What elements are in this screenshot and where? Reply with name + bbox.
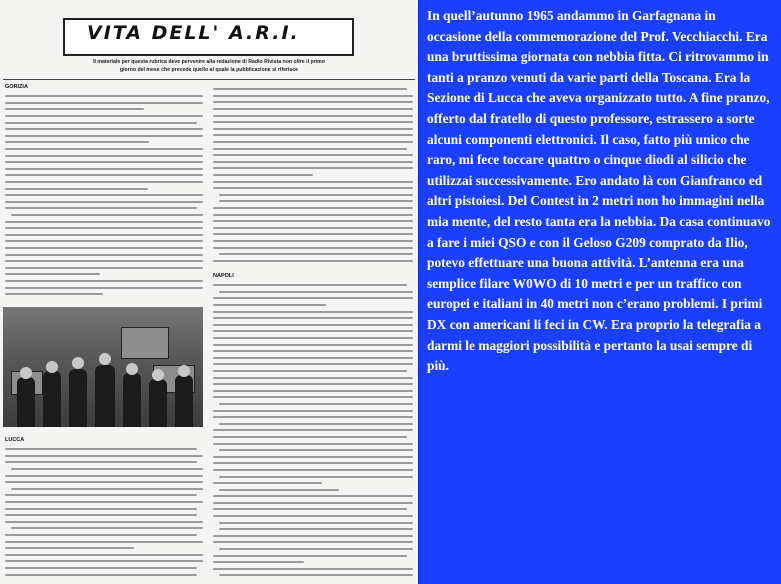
- column-subtitle-line-1: Il materiale per questa rubrica deve pervenire alla redazione di Radio Rivista non oltre il primo: [93, 59, 325, 65]
- scan-text-line: [213, 106, 413, 113]
- scan-text-line: [5, 192, 203, 199]
- scan-text-line: [5, 126, 203, 133]
- scan-text-line: [213, 414, 413, 421]
- scan-text-line: [213, 132, 413, 139]
- article-column-gorizia: [5, 93, 203, 303]
- section-heading-napoli: NAPOLI: [213, 273, 234, 279]
- scan-text-line: [213, 486, 413, 493]
- scan-text-line: [213, 434, 413, 441]
- scan-text-line: [213, 159, 413, 166]
- scan-text-line: [213, 328, 413, 335]
- scan-text-line: [5, 486, 203, 493]
- scan-text-line: [213, 86, 413, 93]
- narrative-panel: [419, 0, 781, 584]
- scan-text-line: [5, 512, 203, 519]
- scan-text-line: [5, 133, 203, 140]
- scan-text-line: [213, 112, 413, 119]
- scan-text-line: [5, 251, 203, 258]
- scan-text-line: [5, 264, 203, 271]
- scan-text-line: [213, 500, 413, 507]
- scan-text-line: [5, 159, 203, 166]
- scan-text-line: [213, 231, 413, 238]
- scan-text-line: [213, 198, 413, 205]
- scan-text-line: [5, 146, 203, 153]
- scan-text-line: [213, 257, 413, 264]
- scan-text-line: [213, 401, 413, 408]
- section-heading-gorizia: GORIZIA: [5, 84, 28, 90]
- scan-text-line: [5, 565, 203, 572]
- scan-text-line: [5, 499, 203, 506]
- scan-text-line: [213, 192, 413, 199]
- scan-text-line: [213, 420, 413, 427]
- group-photo: [3, 307, 203, 427]
- scan-text-line: [213, 224, 413, 231]
- article-column-continued: [213, 86, 413, 268]
- scan-text-line: [213, 126, 413, 133]
- scan-text-line: [213, 244, 413, 251]
- scan-text-line: [213, 480, 413, 487]
- scan-text-line: [213, 315, 413, 322]
- scan-text-line: [213, 99, 413, 106]
- scan-text-line: [213, 302, 413, 309]
- scan-text-line: [213, 374, 413, 381]
- scan-text-line: [213, 447, 413, 454]
- article-column-napoli: [213, 282, 413, 582]
- scan-text-line: [5, 472, 203, 479]
- scan-text-line: [213, 178, 413, 185]
- scan-text-line: [5, 100, 203, 107]
- scan-text-line: [213, 493, 413, 500]
- scan-text-line: [213, 526, 413, 533]
- scan-text-line: [213, 251, 413, 258]
- scan-text-line: [213, 335, 413, 342]
- scan-text-line: [213, 552, 413, 559]
- scan-text-line: [213, 506, 413, 513]
- scan-text-line: [5, 218, 203, 225]
- scan-text-line: [5, 545, 203, 552]
- article-column-lucca: [5, 446, 203, 582]
- scan-text-line: [213, 566, 413, 573]
- scan-text-line: [213, 218, 413, 225]
- scan-text-line: [5, 119, 203, 126]
- scan-text-line: [5, 185, 203, 192]
- scan-text-line: [213, 460, 413, 467]
- scan-text-line: [213, 165, 413, 172]
- scan-text-line: [213, 427, 413, 434]
- scan-text-line: [213, 119, 413, 126]
- scan-text-line: [213, 205, 413, 212]
- scan-text-line: [5, 231, 203, 238]
- scan-text-line: [5, 238, 203, 245]
- scan-text-line: [213, 453, 413, 460]
- scan-text-line: [5, 152, 203, 159]
- scan-text-line: [213, 145, 413, 152]
- scan-text-line: [213, 361, 413, 368]
- scan-text-line: [213, 211, 413, 218]
- scan-text-line: [5, 139, 203, 146]
- scan-text-line: [5, 558, 203, 565]
- scan-text-line: [213, 381, 413, 388]
- scan-text-line: [5, 479, 203, 486]
- scan-text-line: [213, 394, 413, 401]
- scan-text-line: [5, 284, 203, 291]
- scan-text-line: [5, 519, 203, 526]
- scan-text-line: [5, 271, 203, 278]
- scan-text-line: [213, 513, 413, 520]
- scan-text-line: [5, 446, 203, 453]
- scan-text-line: [213, 322, 413, 329]
- scan-text-line: [213, 282, 413, 289]
- scan-text-line: [5, 106, 203, 113]
- scan-text-line: [213, 348, 413, 355]
- scan-text-line: [5, 212, 203, 219]
- scan-text-line: [5, 258, 203, 265]
- scan-text-line: [5, 525, 203, 532]
- scan-text-line: [213, 93, 413, 100]
- scan-text-line: [213, 139, 413, 146]
- scan-text-line: [5, 466, 203, 473]
- scan-text-line: [213, 388, 413, 395]
- scan-text-line: [213, 546, 413, 553]
- scan-text-line: [5, 505, 203, 512]
- scan-text-line: [5, 291, 203, 298]
- column-subtitle: [0, 58, 418, 74]
- scan-text-line: [5, 453, 203, 460]
- scan-text-line: [5, 278, 203, 285]
- header-divider: [3, 79, 415, 80]
- scan-text-line: [5, 179, 203, 186]
- scan-text-line: [5, 571, 203, 578]
- narrative-text: In quell’autunno 1965 andammo in Garfagnana in occasione della commemorazione del Prof. Vecchiacchi. Era una bruttissima giornata con nebbia fitta. Ci ritrovammo in tanti a pranzo venuti da varie parti della Toscana. Era la Sezione di Lucca che aveva organizzato tutto. A fine pranzo, offerto dal fratello di questo professore, estrassero a sorte alcuni componenti elettronici. Il caso, fatto più unico che raro, mi fece toccare quattro o cinque diodi al silicio che utilizzai successivamente. Ero andato là con Gianfranco ed altri pistoiesi. Del Contest in 2 metri non ho immagini nella mia mente, del resto tanta era la nebbia. Da casa continuavo a fare i miei QSO e con il Geloso G209 comprato da Ilio, potevo effettuare una buona attività. L’antenna era una semplice filare W0WO di 10 metri e per un traffico con europei e italiani in 40 metri non c’erano problemi. I primi DX con americani li feci in CW. Era proprio la telegrafia a darmi le maggiori possibilità e pertanto la usai sempre di più.: [427, 8, 771, 374]
- scan-text-line: [213, 407, 413, 414]
- section-heading-lucca: LUCCA: [5, 437, 25, 443]
- scan-text-line: [213, 355, 413, 362]
- scan-text-line: [213, 440, 413, 447]
- scan-text-line: [5, 492, 203, 499]
- scan-text-line: [5, 538, 203, 545]
- column-title-box: [63, 18, 354, 56]
- column-subtitle-line-2: giorno del mese che precede quello al quale la pubblicazione si riferisce: [119, 67, 299, 73]
- scan-text-line: [213, 559, 413, 566]
- scan-text-line: [213, 289, 413, 296]
- scan-text-line: [213, 185, 413, 192]
- scan-text-line: [5, 166, 203, 173]
- scan-text-line: [213, 473, 413, 480]
- scan-text-line: [5, 225, 203, 232]
- scan-text-line: [5, 245, 203, 252]
- scan-text-line: [213, 572, 413, 579]
- scan-text-line: [213, 467, 413, 474]
- scan-text-line: [213, 172, 413, 179]
- scan-text-line: [5, 113, 203, 120]
- column-title: VITA DELL' A.R.I.: [87, 22, 300, 44]
- scan-text-line: [5, 205, 203, 212]
- scan-text-line: [213, 341, 413, 348]
- scan-text-line: [213, 539, 413, 546]
- scan-text-line: [213, 519, 413, 526]
- scan-text-line: [5, 199, 203, 206]
- scan-text-line: [213, 295, 413, 302]
- scan-text-line: [5, 552, 203, 559]
- scan-text-line: [213, 533, 413, 540]
- scan-text-line: [5, 459, 203, 466]
- scan-text-line: [213, 238, 413, 245]
- scan-text-line: [5, 532, 203, 539]
- scan-text-line: [5, 172, 203, 179]
- scan-text-line: [213, 308, 413, 315]
- scan-text-line: [213, 368, 413, 375]
- scan-text-line: [5, 93, 203, 100]
- scan-text-line: [213, 152, 413, 159]
